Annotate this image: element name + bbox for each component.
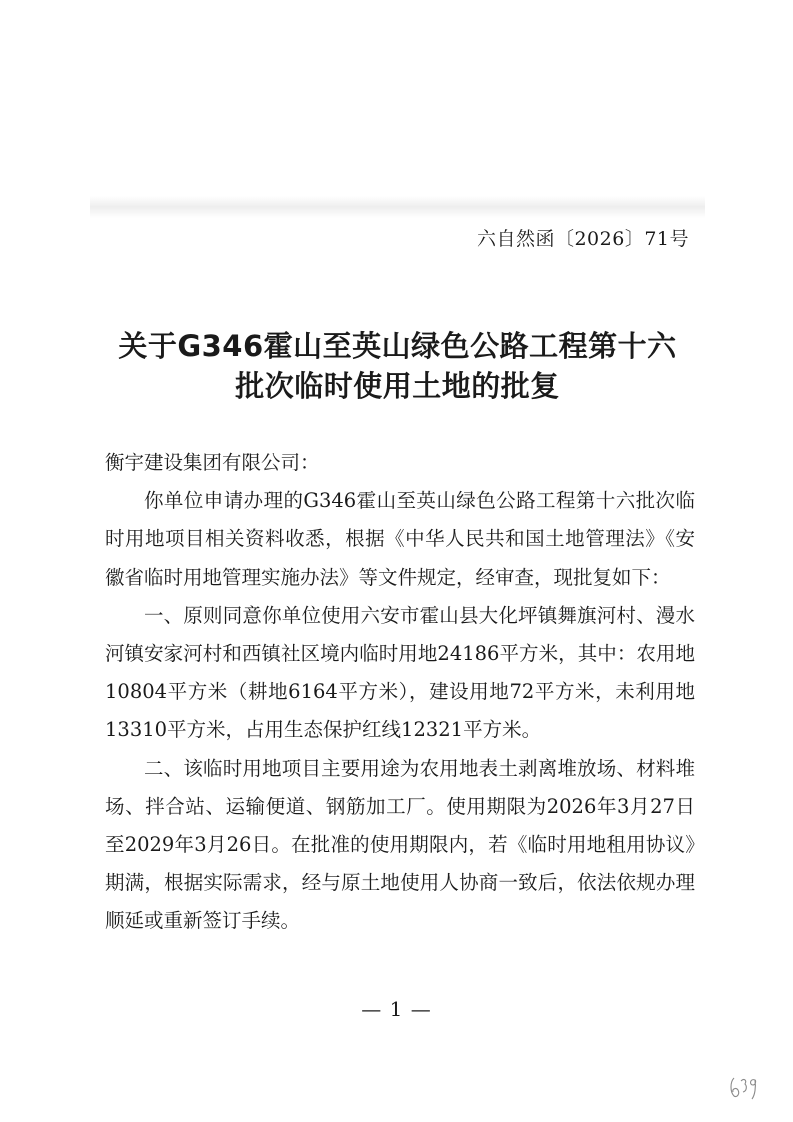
document-title (90, 326, 705, 406)
scan-shadow-band (90, 196, 705, 218)
paragraph-item-two: 二、该临时用地项目主要用途为农用地表土剥离堆放场、材料堆场、拌合站、运输便道、钢筋加工厂。使用期限为2026年3月27日至2029年3月26日。在批准的使用期限内，若《临时用地租用协议》期满，根据实际需求，经与原土地使用人协商一致后，依法依规办理顺延或重新签订手续。 (105, 756, 695, 933)
paragraph-intro: 你单位申请办理的G346霍山至英山绿色公路工程第十六批次临时用地项目相关资料收悉，根据《中华人民共和国土地管理法》《安徽省临时用地管理实施办法》等文件规定，经审查，现批复如下： (105, 489, 695, 589)
title-line-1: 关于G346霍山至英山绿色公路工程第十六 (118, 329, 677, 363)
paragraph-item-one: 一、原则同意你单位使用六安市霍山县大化坪镇舞旗河村、漫水河镇安家河村和西镇社区境内临时用地24186平方米，其中：农用地10804平方米（耕地6164平方米），建设用地72平方米，未利用地13310平方米，占用生态保护红线12321平方米。 (105, 603, 695, 742)
document-number: 六自然函〔2026〕71号 (476, 228, 689, 250)
handwritten-note-mark (728, 1072, 760, 1102)
document-body (105, 444, 695, 941)
salutation: 衡宇建设集团有限公司： (105, 451, 320, 474)
page-number: — 1 — (361, 997, 432, 1021)
title-line-2: 批次临时使用土地的批复 (235, 369, 560, 403)
